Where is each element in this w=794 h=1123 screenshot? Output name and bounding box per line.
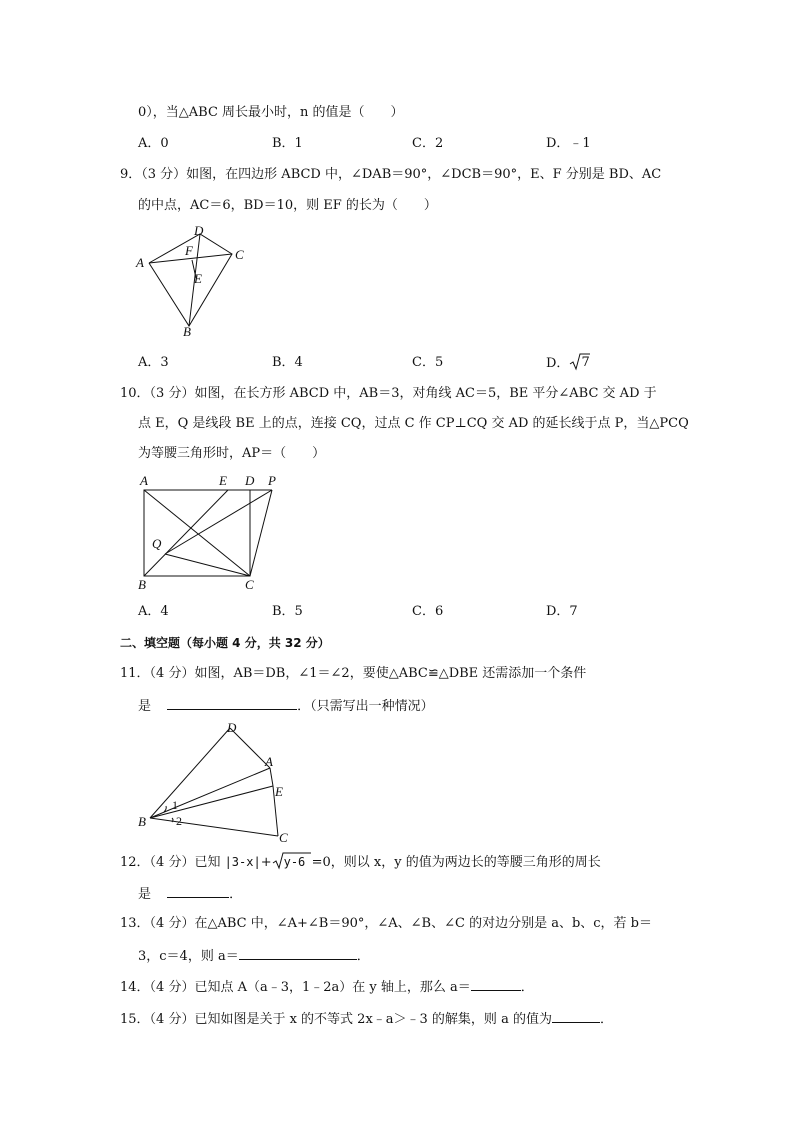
q15-answer-blank[interactable] — [552, 1010, 600, 1023]
q9-text-line1: 9．（3 分）如图，在四边形 ABCD 中，∠DAB＝90°，∠DCB＝90°，E、F 分别是 BD、AC — [120, 167, 662, 182]
q9-option-a: A．3 — [138, 355, 169, 370]
q12-plus: + — [260, 855, 272, 870]
q8-option-d: D．﹣1 — [546, 136, 591, 151]
q11-answer-blank[interactable] — [167, 697, 297, 710]
q11-text-line1: 11．（4 分）如图，AB＝DB，∠1＝∠2，要使△ABC≌△DBE 还需添加一个条件 — [120, 666, 587, 681]
q12-answer-blank[interactable] — [167, 885, 229, 898]
q14-text — [120, 978, 534, 997]
q9-option-d-label: D． — [546, 356, 570, 371]
q11-text-line2 — [138, 697, 434, 716]
q10-segment-be — [144, 490, 228, 576]
q11-figure — [130, 718, 300, 846]
q11-segment-ae — [270, 768, 273, 786]
q11-angle-2-label: 2 — [176, 814, 182, 828]
q10-label-c: C — [245, 577, 254, 592]
q11-label-e: E — [275, 784, 283, 799]
q9-label-a: A — [136, 255, 144, 270]
q10-diagonal-ac — [144, 490, 250, 576]
q12-abs: |3-x| — [224, 855, 261, 869]
q14-answer-blank[interactable] — [471, 978, 521, 991]
q11-segment-bc — [150, 818, 278, 836]
q15-suffix: ． — [599, 1012, 613, 1027]
q10-text-line1: 10．（3 分）如图，在长方形 ABCD 中，AB＝3，对角线 AC＝5，BE 平分∠ABC 交 AD 于 — [120, 386, 657, 401]
q9-label-f: F — [185, 243, 193, 258]
q11-angle-2-arc — [172, 818, 173, 822]
q10-label-d: D — [245, 473, 255, 488]
q11-segment-ba — [150, 768, 270, 818]
q12-text-line2 — [138, 885, 242, 904]
q10-label-q: Q — [152, 536, 162, 551]
q9-text-line2: 的中点，AC＝6，BD＝10，则 EF 的长为（ ） — [138, 198, 437, 213]
q10-text-line3: 为等腰三角形时，AP＝（ ） — [138, 446, 326, 461]
section-heading: 二、填空题（每小题 4 分，共 32 分） — [120, 636, 330, 650]
sqrt-icon — [569, 354, 591, 370]
q13-line2-suffix: ． — [356, 949, 370, 964]
q9-option-b: B．4 — [272, 355, 303, 370]
q10-option-c: C．6 — [412, 604, 444, 619]
q11-label-b: B — [138, 814, 146, 829]
q10-option-d: D．7 — [546, 604, 578, 619]
q11-segment-be — [150, 786, 273, 818]
q15-prefix: 15．（4 分）已知如图是关于 x 的不等式 2x﹣a＞﹣3 的解集，则 a 的值为 — [120, 1012, 552, 1027]
q10-label-e: E — [219, 473, 227, 488]
q10-option-b: B．5 — [272, 604, 303, 619]
q9-label-b: B — [183, 324, 191, 339]
q11-label-a: A — [265, 754, 273, 769]
q11-line2-prefix: 是 — [138, 699, 152, 714]
q9-option-d — [546, 354, 591, 373]
q12-sqrt-content: y-6 — [283, 855, 306, 869]
q10-segment-cp — [250, 490, 272, 576]
sqrt-icon — [272, 853, 312, 869]
q9-label-e: E — [194, 271, 202, 286]
q10-label-b: B — [138, 577, 146, 592]
q10-figure — [130, 470, 290, 594]
q12-suffix: =0，则以 x，y 的值为两边长的等腰三角形的周长 — [311, 855, 601, 870]
q12-text-line1 — [120, 853, 601, 872]
q11-label-d: D — [227, 720, 237, 735]
q9-option-c: C．5 — [412, 355, 444, 370]
q13-text-line1: 13．（4 分）在△ABC 中，∠A+∠B＝90°，∠A、∠B、∠C 的对边分别是 a、b、c，若 b＝ — [120, 916, 653, 931]
q11-angle-1-label: 1 — [172, 798, 178, 812]
q11-line2-suffix: ．（只需写出一种情况） — [297, 699, 434, 714]
q13-text-line2 — [138, 947, 370, 966]
q10-label-a: A — [140, 473, 148, 488]
q13-answer-blank[interactable] — [239, 947, 357, 960]
q12-line2-suffix: ． — [229, 887, 243, 902]
q8-text: 0），当△ABC 周长最小时，n 的值是（ ） — [138, 105, 404, 120]
q11-label-c: C — [279, 830, 288, 845]
q8-option-b: B．1 — [272, 136, 303, 151]
q14-prefix: 14．（4 分）已知点 A（a﹣3，1﹣2a）在 y 轴上，那么 a＝ — [120, 980, 471, 995]
q10-option-a: A．4 — [138, 604, 169, 619]
q10-text-line2: 点 E，Q 是线段 BE 上的点，连接 CQ，过点 C 作 CP⊥CQ 交 AD 的延长线于点 P，当△PCQ — [138, 416, 689, 431]
q8-option-c: C．2 — [412, 136, 444, 151]
q9-label-d: D — [194, 223, 204, 238]
q10-segment-qc — [165, 554, 250, 576]
q10-label-p: P — [268, 473, 276, 488]
q9-figure — [130, 222, 260, 342]
q9-label-c: C — [235, 247, 244, 262]
q8-option-a: A．0 — [138, 136, 169, 151]
q9-sqrt-value: 7 — [581, 355, 590, 370]
q12-line2-prefix: 是 — [138, 887, 152, 902]
q13-line2-prefix: 3，c＝4，则 a＝ — [138, 949, 239, 964]
q12-prefix: 12．（4 分）已知 — [120, 855, 225, 870]
q14-suffix: ． — [520, 980, 534, 995]
q15-text — [120, 1010, 613, 1029]
q11-segment-bd — [150, 728, 230, 818]
